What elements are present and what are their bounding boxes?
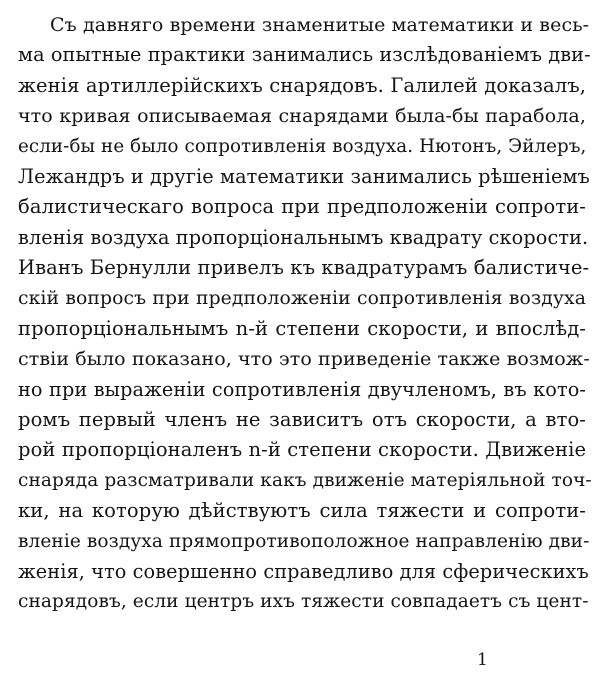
text-line: Съ давняго времени знаменитые математики и весь-	[50, 14, 590, 36]
text-line: но при выраженіи сопротивленія двучленомъ, въ кото-	[18, 377, 586, 401]
text-line: вленія воздуха пропорціональнымъ квадрату скорости.	[18, 225, 589, 249]
text-line: ки, на которую дѣйствуютъ сила тяжести и сопроти-	[18, 499, 586, 523]
text-line: снарядовъ, если центръ ихъ тяжести совпадаетъ съ цент-	[18, 591, 589, 613]
text-line: скій вопросъ при предположеніи сопротивленія воздуха	[18, 287, 586, 309]
text-line: ствіи было показано, что это приведеніе также возмож-	[18, 348, 590, 371]
text-line: ромъ первый членъ не зависитъ отъ скорости, а вто-	[18, 408, 586, 432]
body-paragraph	[18, 10, 592, 618]
page-number: 1	[477, 650, 488, 670]
text-line: пропорціональнымъ n-й степени скорости, и впослѣд-	[18, 316, 586, 340]
text-line: женія, что совершенно справедливо для сферическихъ	[18, 560, 589, 584]
text-line: Лежандръ и другіе математики занимались рѣшеніемъ	[18, 164, 590, 188]
text-line: ма опытные практики занимались изслѣдованіемъ дви-	[18, 43, 591, 67]
text-line: балистическаго вопроса при предположеніи сопроти-	[18, 195, 586, 219]
text-line: рой пропорціоналенъ n-й степени скорости. Движеніе	[18, 438, 587, 462]
text-line: вленіе воздуха прямопротивоположное направленію дви-	[18, 530, 590, 552]
text-line: снаряда разсматривали какъ движеніе матеріяльной точ-	[18, 469, 592, 491]
text-line: Иванъ Бернулли привелъ къ квадратурамъ балистиче-	[18, 256, 590, 280]
text-line: женія артиллерійскихъ снарядовъ. Галилей доказалъ,	[18, 73, 586, 97]
text-line: что кривая описываемая снарядами была-бы парабола,	[18, 105, 586, 128]
text-line: если-бы не было сопротивленія воздуха. Нютонъ, Эйлеръ,	[18, 135, 587, 157]
